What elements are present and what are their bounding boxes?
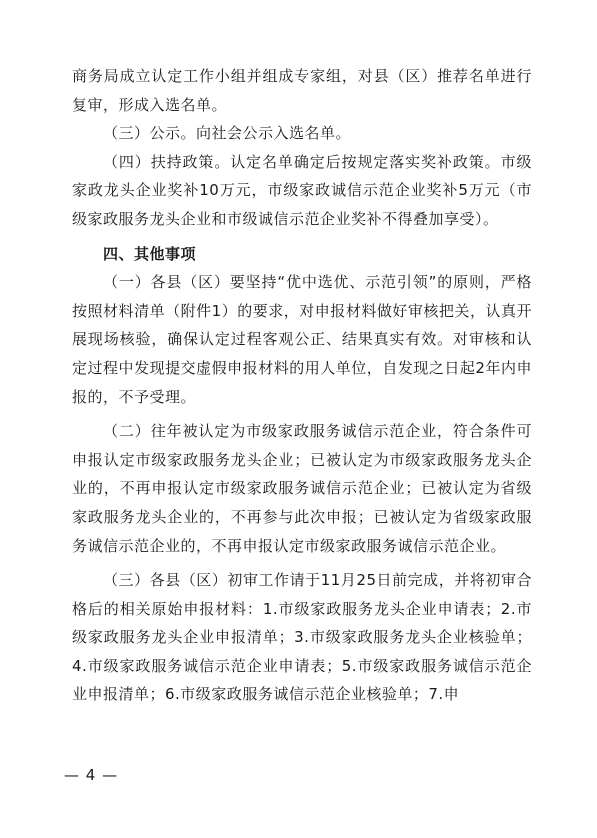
paragraph-support-policy: （四）扶持政策。认定名单确定后按规定落实奖补政策。市级家政龙头企业奖补10万元，市级家政诚信示范企业奖补5万元（市级家政服务龙头企业和市级诚信示范企业奖补不得叠加享受）。: [72, 152, 532, 228]
paragraph-item-two: （二）往年被认定为市级家政服务诚信示范企业，符合条件可申报认定市级家政服务龙头企业；已被认定为市级家政服务龙头企业的，不再申报认定市级家政服务诚信示范企业；已被认定为省级家政服务龙头企业的，不再参与此次申报；已被认定为省级家政服务诚信示范企业的，不再申报认定市级家政服务诚信示范企业。: [72, 422, 532, 555]
paragraph-publicity: （三）公示。向社会公示入选名单。: [103, 124, 352, 143]
section-heading-other-matters: 四、其他事项: [103, 244, 197, 263]
paragraph-review-continuation: 商务局成立认定工作小组并组成专家组，对县（区）推荐名单进行复审，形成入选名单。: [72, 67, 532, 114]
paragraph-item-one: （一）各县（区）要坚持“优中选优、示范引领”的原则，严格按照材料清单（附件1）的要求，对申报材料做好审核把关，认真开展现场核验，确保认定过程客观公正、结果真实有效。对审核和认定过程中发现提交虚假申报材料的用人单位，自发现之日起2年内申报的，不予受理。: [72, 273, 532, 406]
document-body: [72, 62, 532, 709]
paragraph-item-three: （三）各县（区）初审工作请于11月25日前完成，并将初审合格后的相关原始申报材料：1.市级家政服务龙头企业申请表；2.市级家政服务龙头企业申报清单；3.市级家政服务龙头企业核验单；4.市级家政服务诚信示范企业申请表；5.市级家政服务诚信示范企业申报清单；6.市级家政服务诚信示范企业核验单；7.申: [72, 571, 532, 704]
page-number: — 4 —: [64, 766, 119, 784]
